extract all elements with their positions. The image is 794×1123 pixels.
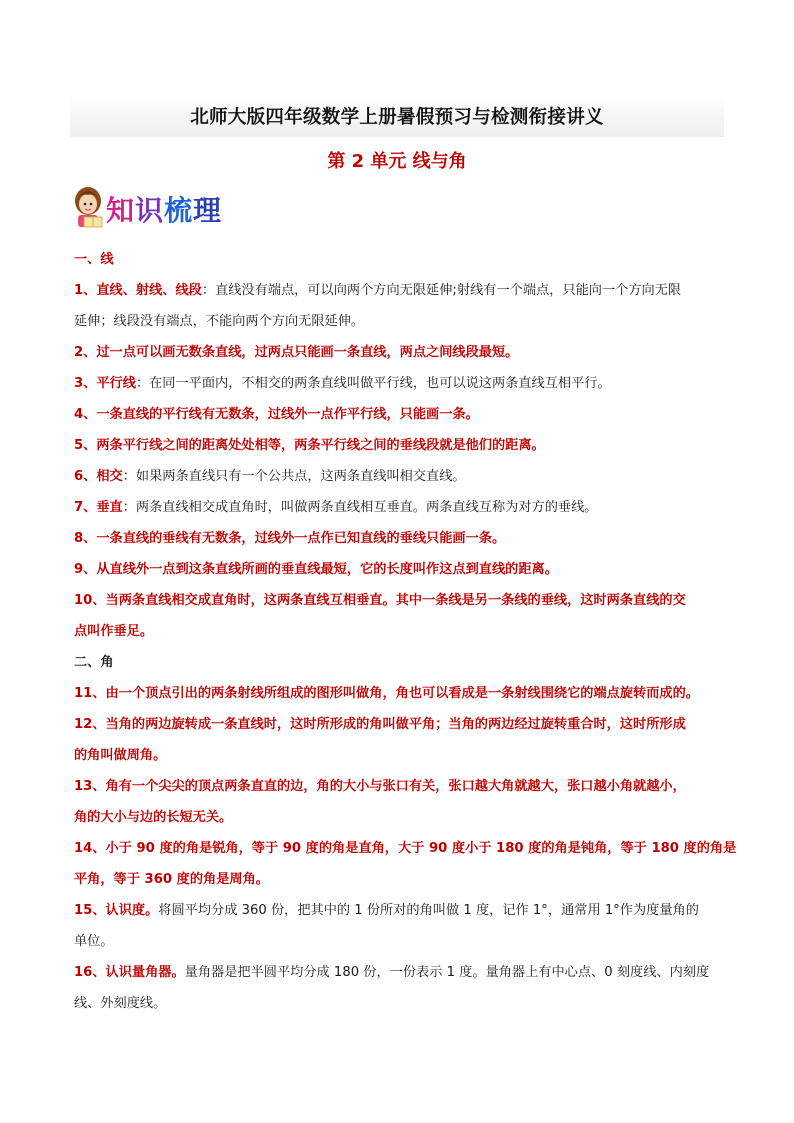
- list-item-continuation: 单位。: [74, 934, 114, 949]
- knowledge-banner: [70, 183, 250, 231]
- list-item: 1、直线、射线、线段：直线没有端点，可以向两个方向无限延伸;射线有一个端点，只能向一个方向无限: [74, 283, 682, 298]
- list-item-continuation: 延伸；线段没有端点，不能向两个方向无限延伸。: [74, 314, 365, 329]
- list-item: 8、一条直线的垂线有无数条，过线外一点作已知直线的垂线只能画一条。: [74, 531, 506, 546]
- unit-title: 第 2 单元 线与角: [327, 151, 467, 172]
- list-item: 14、小于 90 度的角是锐角，等于 90 度的角是直角，大于 90 度小于 180 度的角是钝角，等于 180 度的角是: [74, 841, 737, 856]
- list-item: 16、认识量角器。量角器是把半圆平均分成 180 份，一份表示 1 度。量角器上有中心点、0 刻度线、内刻度: [74, 965, 710, 980]
- content-body: [74, 244, 737, 1019]
- list-item: 15、认识度。将圆平均分成 360 份，把其中的 1 份所对的角叫做 1 度，记作 1°，通常用 1°作为度量角的: [74, 903, 699, 918]
- list-item: 9、从直线外一点到这条直线所画的垂直线最短，它的长度叫作这点到直线的距离。: [74, 562, 558, 577]
- section-heading-angles: 二、角: [74, 655, 114, 670]
- list-item: 4、一条直线的平行线有无数条，过线外一点作平行线，只能画一条。: [74, 407, 479, 422]
- list-item-continuation: 的角叫做周角。: [74, 748, 167, 763]
- list-item: 3、平行线：在同一平面内，不相交的两条直线叫做平行线，也可以说这两条直线互相平行。: [74, 376, 611, 391]
- list-item: 12、当角的两边旋转成一条直线时，这时所形成的角叫做平角；当角的两边经过旋转重合时，这时所形成: [74, 717, 686, 732]
- list-item: 11、由一个顶点引出的两条射线所组成的图形叫做角，角也可以看成是一条射线围绕它的端点旋转而成的。: [74, 686, 699, 701]
- banner-title: 知识梳理: [106, 194, 223, 227]
- section-heading-lines: 一、线: [74, 252, 114, 267]
- list-item: 13、角有一个尖尖的顶点两条直直的边，角的大小与张口有关，张口越大角就越大，张口越小角就越小，: [74, 779, 686, 794]
- list-item: 6、相交：如果两条直线只有一个公共点，这两条直线叫相交直线。: [74, 469, 466, 484]
- list-item-continuation: 点叫作垂足。: [74, 624, 154, 639]
- list-item-continuation: 角的大小与边的长短无关。: [74, 810, 233, 825]
- list-item: 10、当两条直线相交成直角时，这两条直线互相垂直。其中一条线是另一条线的垂线，这时两条直线的交: [74, 593, 686, 608]
- list-item-continuation: 平角，等于 360 度的角是周角。: [74, 872, 269, 887]
- list-item: 5、两条平行线之间的距离处处相等，两条平行线之间的垂线段就是他们的距离。: [74, 438, 545, 453]
- document-title: 北师大版四年级数学上册暑假预习与检测衔接讲义: [190, 107, 604, 128]
- list-item: 7、垂直：两条直线相交成直角时，叫做两条直线相互垂直。两条直线互称为对方的垂线。: [74, 500, 598, 515]
- girl-reading-icon: [70, 183, 108, 231]
- list-item-continuation: 线、外刻度线。: [74, 996, 167, 1011]
- list-item: 2、过一点可以画无数条直线，过两点只能画一条直线，两点之间线段最短。: [74, 345, 519, 360]
